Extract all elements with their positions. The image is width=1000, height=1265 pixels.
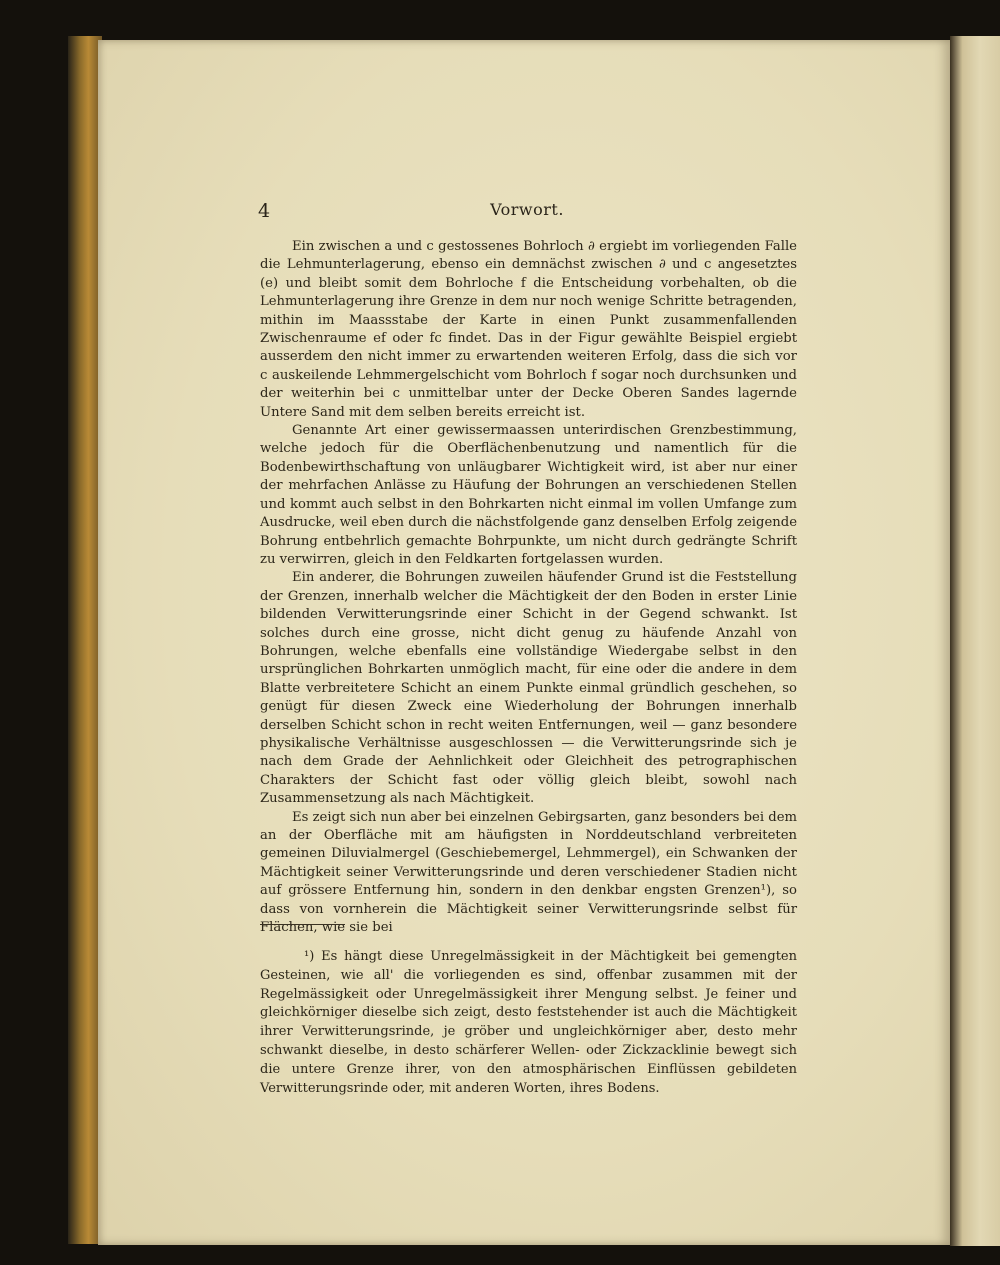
page-number: 4 (258, 200, 271, 222)
footnote-text: ¹) Es hängt diese Unregelmässigkeit in der Mächtigkeit bei gemengten Gesteinen, wie all' die vorliegenden es sind, offenbar zusammen mit der Regelmässigkeit oder Unregelmässigkeit ihrer Mengung selbst. Je feiner und gleichkörniger dieselbe sich zeigt, desto feststehender ist auch die Mächtigkeit ihrer Verwitterungsrinde, je gröber und ungleichkörniger aber, desto mehr schwankt dieselbe, in desto schärferer Wellen- oder Zickzacklinie bewegt sich die untere Grenze ihrer, von den atmosphärischen Einflüssen gebildeten Verwitterungsrinde oder, mit anderen Worten, ihres Bodens. (260, 949, 797, 1096)
page-header (258, 196, 796, 226)
book-cover-edge (68, 36, 102, 1244)
paragraph: Ein anderer, die Bohrungen zuweilen häufender Grund ist die Feststellung der Grenzen, innerhalb welcher die Mächtigkeit der den Boden in erster Linie bildenden Verwitterungsrinde einer Schicht in der Gegend schwankt. Ist solches durch eine grosse, nicht dicht genug zu häufende Anzahl von Bohrungen, welche ebenfalls eine vollständige Wiedergabe selbst in den ursprünglichen Bohrkarten unmöglich macht, für eine oder die andere in dem Blatte verbreitetere Schicht an einem Punkte einmal gründlich geschehen, so genügt für diesen Zweck eine Wiederholung der Bohrungen innerhalb derselben Schicht schon in recht weiten Entfernungen, weil — ganz besondere physikalische Verhältnisse ausgeschlossen — die Verwitterungsrinde sich je nach dem Grade der Aehnlichkeit oder Gleichheit des petrographischen Charakters der Schicht fast oder völlig gleich bleibt, sowohl nach Zusammensetzung als nach Mächtigkeit. (260, 570, 797, 807)
running-title: Vorwort. (490, 200, 564, 219)
footnote-divider (260, 924, 345, 925)
paragraph: Genannte Art einer gewissermaassen unterirdischen Grenzbestimmung, welche jedoch für die Oberflächenbenutzung und namentlich für die Bodenbewirthschaftung von unläugbarer Wichtigkeit wird, ist aber nur einer der mehrfachen Anlässe zu Häufung der Bohrungen an verschiedenen Stellen und kommt auch selbst in den Bohrkarten nicht einmal im vollen Umfange zum Ausdrucke, weil eben durch die nächstfolgende ganz denselben Erfolg zeigende Bohrung entbehrlich gemachte Bohrpunkte, um nicht durch gedrängte Schrift zu verwirren, gleich in den Feldkarten fortgelassen wurden. (260, 423, 797, 567)
main-text (260, 238, 797, 937)
paragraph: Es zeigt sich nun aber bei einzelnen Gebirgsarten, ganz besonders bei dem an der Oberfläche mit am häufigsten in Norddeutschland verbreiteten gemeinen Diluvialmergel (Geschiebemergel, Lehmmergel), ein Schwanken der Mächtigkeit seiner Verwitterungsrinde und deren verschiedener Stadien nicht auf grössere Entfernung hin, sondern in den denkbar engsten Grenzen¹), so dass von vornherein die Mächtigkeit seiner Verwitterungsrinde selbst für Flächen, wie sie bei (260, 809, 797, 936)
facing-page-edge (950, 36, 1000, 1246)
paragraph: Ein zwischen a und c gestossenes Bohrloch ∂ ergiebt im vorliegenden Falle die Lehmunterlagerung, ebenso ein demnächst zwischen ∂ und c angesetztes (e) und bleibt somit dem Bohrloche f die Entscheidung vorbehalten, ob die Lehmunterlagerung ihre Grenze in dem nur noch wenige Schritte betragenden, mithin im Maassstabe der Karte in einen Punkt zusammenfallenden Zwischenraume ef oder fc findet. Das in der Figur gewählte Beispiel ergiebt ausserdem den nicht immer zu erwartenden weiteren Erfolg, dass die sich vor c auskeilende Lehmmergelschicht vom Bohrloch f sogar noch durchsunken und der weiterhin bei c unmittelbar unter der Decke Oberen Sandes lagernde Untere Sand mit dem selben bereits erreicht ist. (260, 239, 797, 420)
footnote (260, 948, 797, 1098)
